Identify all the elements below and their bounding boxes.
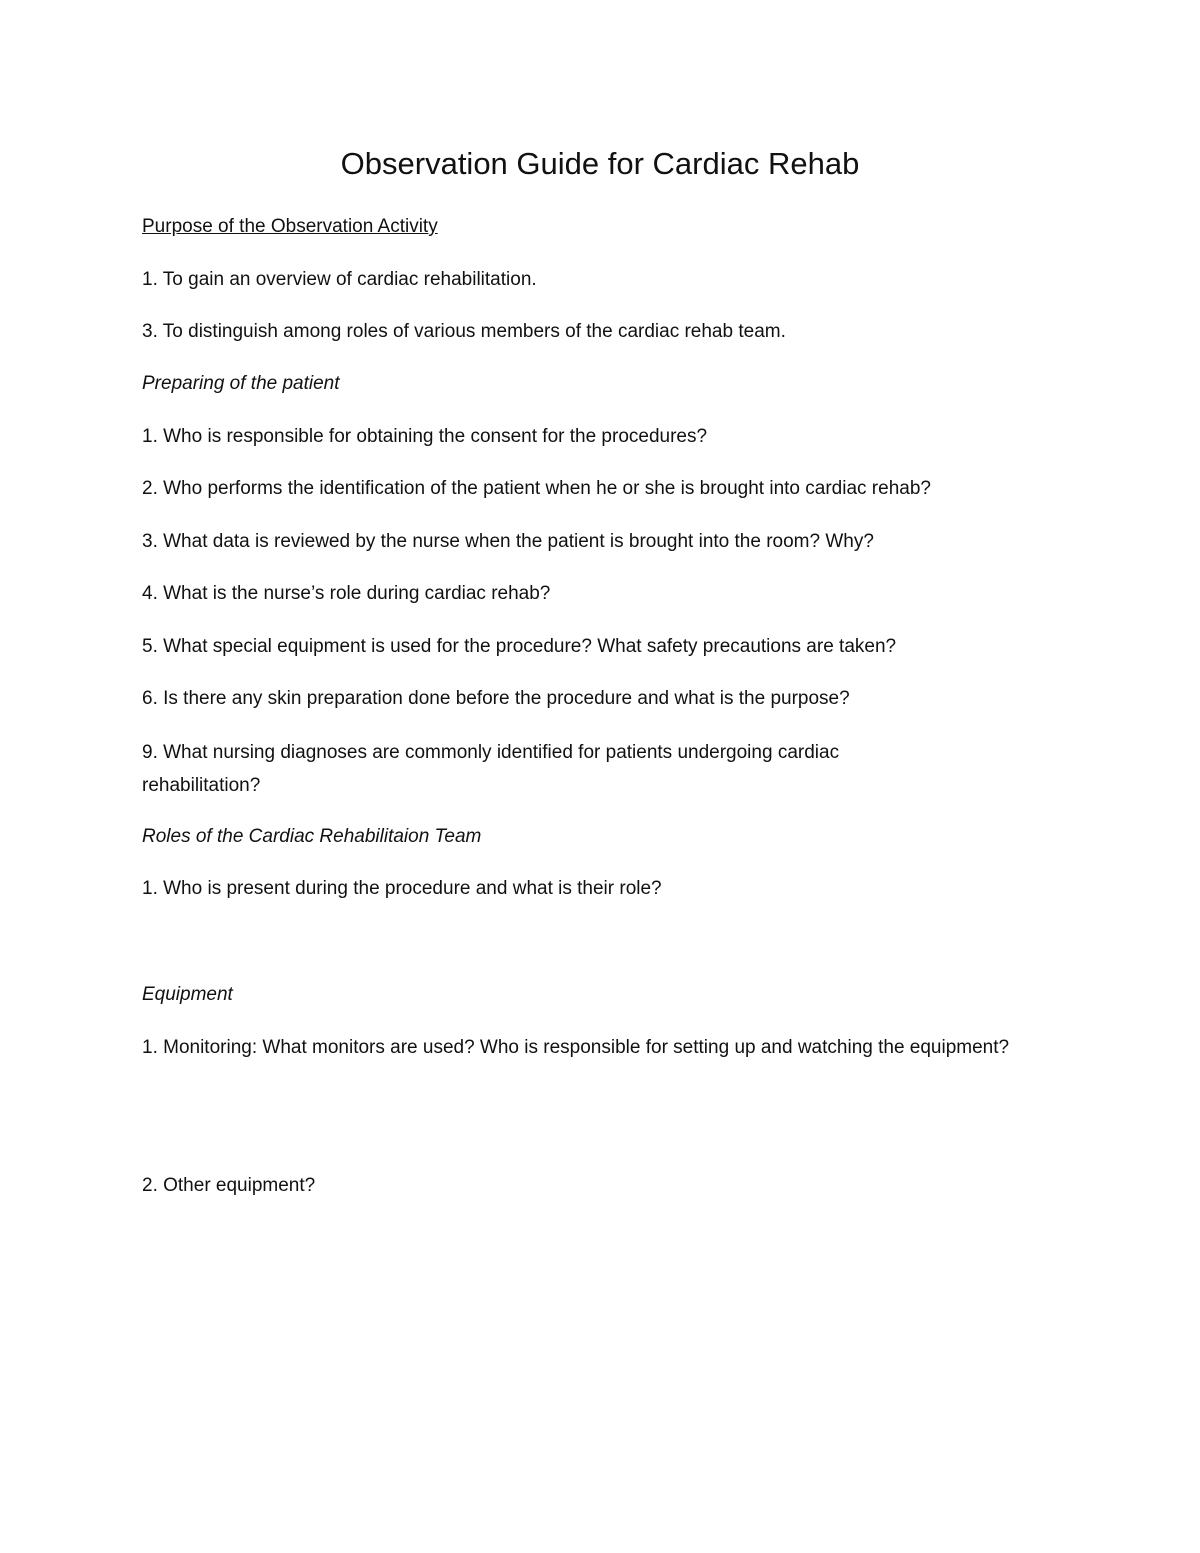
- roles-heading: Roles of the Cardiac Rehabilitaion Team: [142, 826, 482, 847]
- preparing-item: 3. What data is reviewed by the nurse when the patient is brought into the room? Why?: [142, 531, 874, 552]
- preparing-heading: Preparing of the patient: [142, 373, 340, 394]
- preparing-item: 9. What nursing diagnoses are commonly identified for patients undergoing cardiac rehabilitation?: [142, 742, 840, 796]
- preparing-item: 1. Who is responsible for obtaining the consent for the procedures?: [142, 426, 708, 447]
- purpose-heading: Purpose of the Observation Activity: [142, 216, 438, 237]
- equipment-heading: Equipment: [142, 984, 233, 1005]
- roles-item: 1. Who is present during the procedure and what is their role?: [142, 878, 662, 899]
- equipment-item: 1. Monitoring: What monitors are used? Who is responsible for setting up and watching the equipment?: [142, 1037, 1010, 1058]
- equipment-item: 2. Other equipment?: [142, 1175, 316, 1196]
- preparing-item: 5. What special equipment is used for the procedure? What safety precautions are taken?: [142, 636, 897, 657]
- purpose-item: 1. To gain an overview of cardiac rehabilitation.: [142, 269, 537, 290]
- document-title: Observation Guide for Cardiac Rehab: [340, 146, 860, 181]
- preparing-item: 4. What is the nurse’s role during cardiac rehab?: [142, 583, 551, 604]
- purpose-item: 3. To distinguish among roles of various members of the cardiac rehab team.: [142, 321, 786, 342]
- preparing-item: 6. Is there any skin preparation done before the procedure and what is the purpose?: [142, 688, 850, 709]
- preparing-item: 2. Who performs the identification of the patient when he or she is brought into cardiac rehab?: [142, 478, 931, 499]
